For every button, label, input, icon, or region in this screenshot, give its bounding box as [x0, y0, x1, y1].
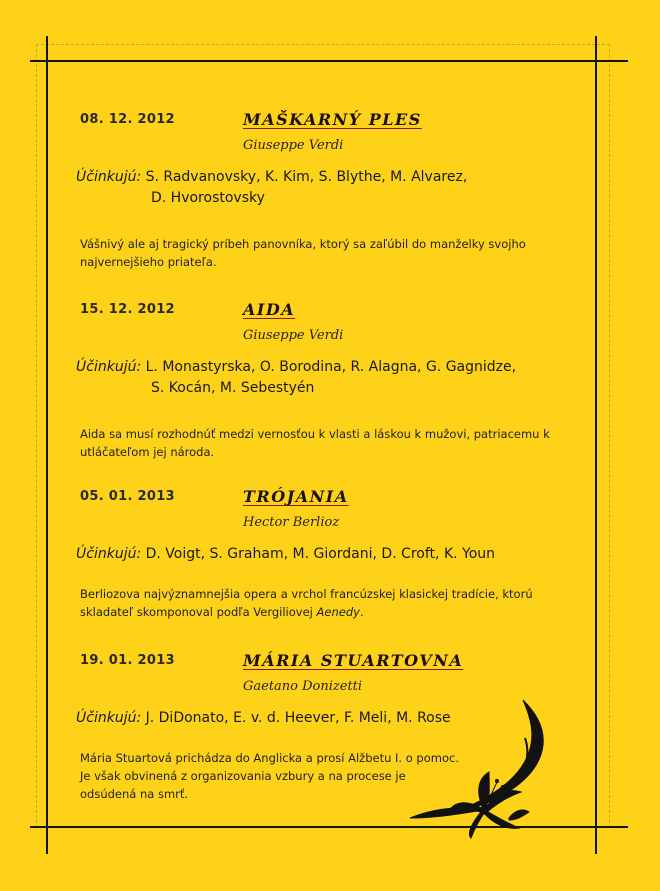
- frame-line-right: [595, 36, 597, 854]
- description-line: odsúdená na smrť.: [80, 787, 189, 801]
- cast-label: Účinkujú:: [76, 359, 142, 375]
- event-cast: [76, 541, 495, 567]
- event-cast: [76, 354, 516, 380]
- description-line: Je však obvinená z organizovania vzbury a na procese je: [80, 769, 406, 783]
- cast-label: Účinkujú:: [76, 169, 142, 185]
- frame-line-left: [46, 36, 48, 854]
- description-emphasis: Aenedy: [316, 605, 360, 619]
- description-line: Aida sa musí rozhodnúť medzi vernosťou k vlasti a láskou k mužovi, patriacemu k: [80, 427, 550, 441]
- event-title: TRÓJANIA: [243, 487, 349, 506]
- description-line: Berliozova najvýznamnejšia opera a vrchol francúzskej klasickej tradície, ktorú: [80, 587, 533, 601]
- event-composer: Hector Berlioz: [243, 515, 340, 530]
- event-description: [80, 425, 590, 461]
- event-composer: Giuseppe Verdi: [243, 138, 344, 153]
- event-title: MAŠKARNÝ PLES: [243, 110, 422, 129]
- description-line: najvernejšieho priateľa.: [80, 255, 217, 269]
- cast-names: S. Radvanovsky, K. Kim, S. Blythe, M. Alvarez,: [141, 169, 468, 185]
- event-item: [76, 487, 590, 627]
- event-composer: Giuseppe Verdi: [243, 328, 344, 343]
- lily-flower-icon: [405, 690, 565, 840]
- event-cast-continued: D. Hvorostovsky: [151, 190, 265, 206]
- event-item: [76, 300, 590, 470]
- cast-label: Účinkujú:: [76, 546, 142, 562]
- event-composer: Gaetano Donizetti: [243, 679, 363, 694]
- description-line: [80, 603, 590, 621]
- description-line: Mária Stuartová prichádza do Anglicka a prosí Alžbetu I. o pomoc.: [80, 751, 459, 765]
- event-cast: [76, 705, 451, 731]
- event-cast-continued: S. Kocán, M. Sebestyén: [151, 380, 315, 396]
- event-item: [76, 110, 590, 280]
- event-date: 15. 12. 2012: [80, 302, 175, 317]
- description-text: .: [359, 605, 364, 619]
- event-date: 05. 01. 2013: [80, 489, 175, 504]
- frame-line-top: [30, 60, 628, 62]
- event-date: 08. 12. 2012: [80, 112, 175, 127]
- description-text: skladateľ skomponoval podľa Vergiliovej: [80, 605, 317, 619]
- event-cast: [76, 164, 467, 190]
- event-title: AIDA: [243, 300, 296, 319]
- cast-label: Účinkujú:: [76, 710, 142, 726]
- cast-names: D. Voigt, S. Graham, M. Giordani, D. Croft, K. Youn: [141, 546, 496, 562]
- cast-names: L. Monastyrska, O. Borodina, R. Alagna, G. Gagnidze,: [141, 359, 517, 375]
- event-date: 19. 01. 2013: [80, 653, 175, 668]
- event-title: MÁRIA STUARTOVNA: [243, 651, 464, 670]
- description-line: Vášnivý ale aj tragický príbeh panovníka, ktorý sa zaľúbil do manželky svojho: [80, 237, 526, 251]
- event-description: [80, 235, 590, 271]
- cast-names: J. DiDonato, E. v. d. Heever, F. Meli, M. Rose: [141, 710, 451, 726]
- description-line: utláčateľom jej národa.: [80, 445, 215, 459]
- event-description: [80, 585, 590, 621]
